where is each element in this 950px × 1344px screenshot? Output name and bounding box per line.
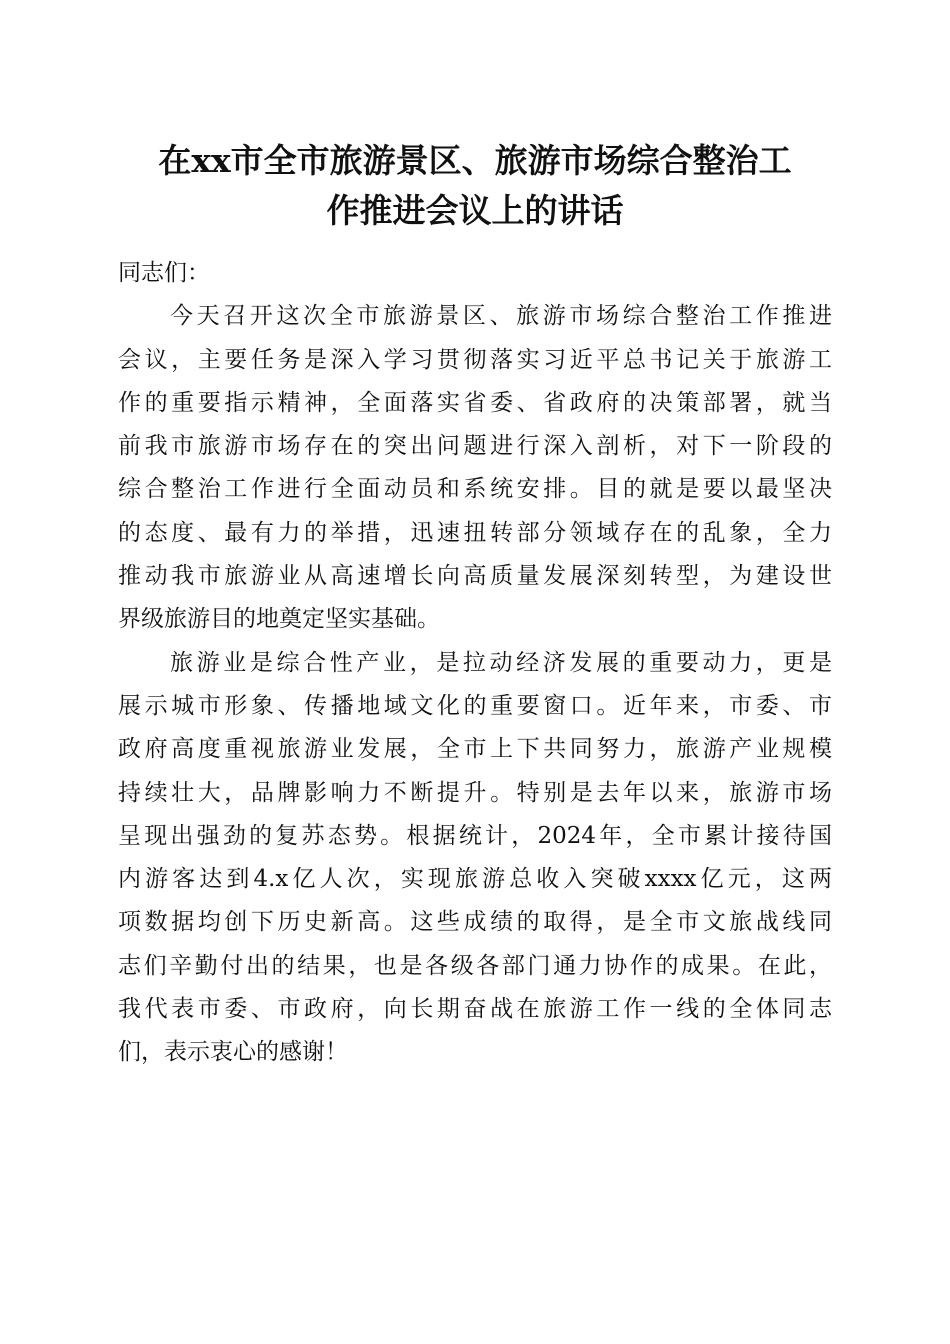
paragraph-line: 界级旅游目的地奠定坚实基础。 — [118, 606, 440, 633]
paragraph-line: 旅游业是综合性产业，是拉动经济发展的重要动力，更是 — [170, 649, 832, 676]
document-title — [118, 136, 832, 236]
paragraph-line: 前我市旅游市场存在的突出问题进行深入剖析，对下一阶段的 — [118, 433, 832, 460]
paragraph-line: 持续壮大，品牌影响力不断提升。特别是去年以来，旅游市场 — [118, 779, 832, 806]
paragraph-line: 呈现出强劲的复苏态势。根据统计，2024年，全市累计接待国 — [118, 822, 832, 849]
title-line: 在xx市全市旅游景区、旅游市场综合整治工 — [158, 141, 792, 180]
paragraph-2 — [118, 642, 832, 1075]
paragraph-line: 作的重要指示精神，全面落实省委、省政府的决策部署，就当 — [118, 389, 832, 416]
paragraph-line: 志们辛勤付出的结果，也是各级各部门通力协作的成果。在此， — [118, 952, 832, 979]
paragraph-line: 项数据均创下历史新高。这些成绩的取得，是全市文旅战线同 — [118, 909, 832, 936]
paragraph-line: 推动我市旅游业从高速增长向高质量发展深刻转型，为建设世 — [118, 563, 832, 590]
paragraph-line: 今天召开这次全市旅游景区、旅游市场综合整治工作推进 — [170, 303, 832, 330]
paragraph-line: 展示城市形象、传播地域文化的重要窗口。近年来，市委、市 — [118, 692, 832, 719]
paragraph-1 — [118, 295, 832, 641]
paragraph-line: 们，表示衷心的感谢！ — [118, 1039, 348, 1066]
paragraph-line: 会议，主要任务是深入学习贯彻落实习近平总书记关于旅游工 — [118, 346, 832, 373]
title-line: 作推进会议上的讲话 — [326, 191, 624, 230]
salutation: 同志们： — [118, 260, 210, 286]
paragraph-line: 综合整治工作进行全面动员和系统安排。目的就是要以最坚决 — [118, 476, 832, 503]
paragraph-line: 的态度、最有力的举措，迅速扭转部分领域存在的乱象，全力 — [118, 519, 832, 546]
paragraph-line: 我代表市委、市政府，向长期奋战在旅游工作一线的全体同志 — [118, 996, 832, 1023]
paragraph-line: 政府高度重视旅游业发展，全市上下共同努力，旅游产业规模 — [118, 736, 832, 763]
document-body — [118, 252, 832, 1075]
paragraph-line: 内游客达到4.x亿人次，实现旅游总收入突破xxxx亿元，这两 — [118, 866, 832, 893]
